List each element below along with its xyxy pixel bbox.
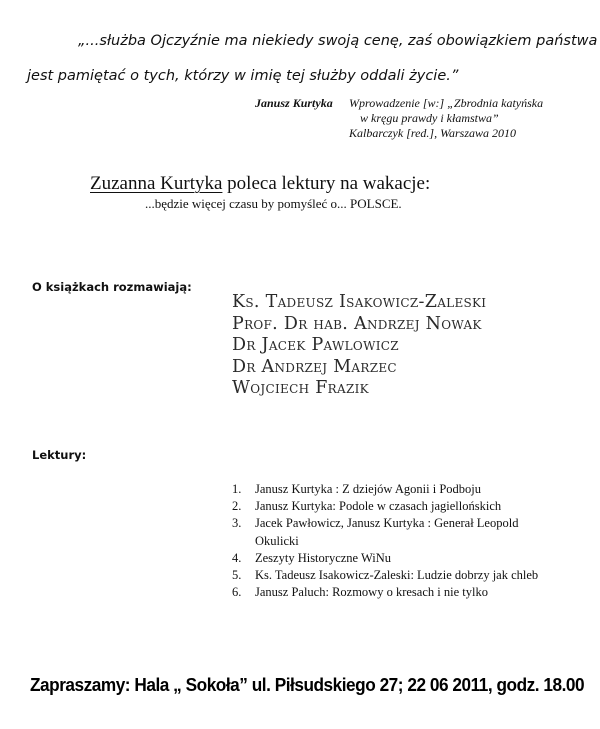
citation-reference [349,96,543,141]
quote-line-1: „...służba Ojczyźnie ma niekiedy swoją cenę, zaś obowiązkiem państwa [78,33,598,49]
reading-number: 4. [232,550,242,565]
reading-text-continuation: Okulicki [255,533,299,548]
reading-text: Janusz Paluch: Rozmowy o kresach i nie tylko [255,585,488,600]
heading-name: Zuzanna Kurtyka [90,173,223,194]
page-heading [90,173,430,195]
speaker-item: Dr Jacek Pawlowicz [232,335,399,355]
speakers-label: O książkach rozmawiają: [32,280,192,294]
speaker-item: Prof. Dr hab. Andrzej Nowak [232,313,482,334]
citation-ref-line-2: w kręgu prawdy i kłamstwa” [360,111,499,125]
reading-number: 6. [232,585,242,600]
reading-item [232,498,538,515]
reading-text: Ks. Tadeusz Isakowicz-Zaleski: Ludzie dobrzy jak chleb [255,568,539,583]
reading-text: Zeszyty Historyczne WiNu [255,550,392,565]
readings-list [232,481,538,601]
speaker-item: Dr Andrzej Marzec [232,356,397,377]
event-invitation: Zapraszamy: Hala „ Sokoła” ul. Piłsudskiego 27; 22 06 2011, godz. 18.00 [30,674,585,695]
citation-ref-line-1: Wprowadzenie [w:] „Zbrodnia katyńska [349,96,544,110]
reading-number: 5. [232,568,242,583]
reading-text: Janusz Kurtyka: Podole w czasach jagiellońskich [255,499,502,514]
reading-text: Janusz Kurtyka : Z dziejów Agonii i Podboju [255,482,482,496]
reading-item [232,567,538,584]
reading-item [232,584,538,601]
speaker-item: Ks. Tadeusz Isakowicz-Zaleski [232,292,487,312]
reading-text: Jacek Pawłowicz, Janusz Kurtyka : Generał Leopold [255,516,519,531]
speaker-item: Wojciech Frazik [232,378,369,398]
reading-item [232,481,538,498]
reading-item-continuation [232,533,538,550]
heading-rest: poleca lektury na wakacje: [222,173,431,194]
reading-number: 1. [232,482,242,496]
citation-author: Janusz Kurtyka [255,96,333,110]
readings-label: Lektury: [32,448,87,462]
reading-item [232,550,538,567]
reading-item [232,515,538,532]
reading-number: 2. [232,499,242,514]
citation-ref-line-3: Kalbarczyk [red.], Warszawa 2010 [349,126,517,140]
reading-number: 3. [232,516,242,531]
quote-line-2: jest pamiętać o tych, którzy w imię tej służby oddali życie.” [27,68,459,84]
speakers-list [232,292,486,400]
page-subtitle: ...będzie więcej czasu by pomyśleć o... POLSCE. [145,196,402,211]
